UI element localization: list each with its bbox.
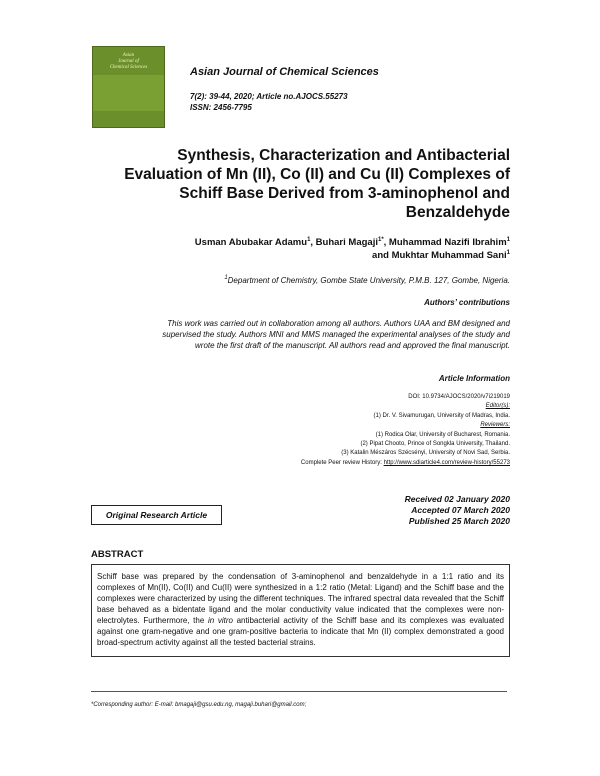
journal-volume: 7(2): 39-44, 2020; Article no.AJOCS.55273 <box>190 92 348 101</box>
author-name: Usman Abubakar Adamu <box>194 237 308 248</box>
cover-band <box>93 75 164 111</box>
article-info-heading: Article Information <box>438 374 510 383</box>
abstract-heading: ABSTRACT <box>91 549 144 560</box>
author-name: , Buhari Magaji <box>310 237 378 248</box>
review-history-link[interactable]: http://www.sdiarticle4.com/review-history/55273 <box>383 459 510 466</box>
article-title: Synthesis, Characterization and Antibacterial Evaluation of Mn (II), Co (II) and Cu (II) Complexes of Schiff Base Derived from 3-aminophenol and Benzaldehyde <box>124 147 510 221</box>
article-dates <box>405 494 510 527</box>
review-history: Complete Peer review History: http://www.sdiarticle4.com/review-history/55273 <box>300 459 510 466</box>
author-name: , Muhammad Nazifi Ibrahim <box>383 237 507 248</box>
footnote-divider <box>91 691 507 692</box>
author-name: and Mukhtar Muhammad Sani <box>372 250 507 261</box>
reviewers-label: Reviewers: <box>480 422 510 429</box>
author-list: Usman Abubakar Adamu$^1$, Buhari Magaji$^{1*}$, Muhammad Nazifi Ibrahim$^1$ and Mukhtar Muhammad Sani$^1$ <box>194 237 510 261</box>
corresponding-author: *Corresponding author: E-mail: bmagaji@gsu.edu.ng, magaji.buhari@gmail.com; <box>91 702 307 708</box>
doi: DOI: 10.9734/AJOCS/2020/v7i219019 <box>408 394 510 400</box>
received-date: Received 02 January 2020 <box>404 494 510 504</box>
contributions-heading: Authors’ contributions <box>424 298 510 307</box>
cover-title: Asian Journal of Chemical Sciences <box>109 53 148 70</box>
article-type-badge: Original Research Article <box>91 505 222 525</box>
accepted-date: Accepted 07 March 2020 <box>411 505 510 515</box>
reviewer: (2) Pipat Chooto, Prince of Songkla University, Thailand. <box>360 441 510 448</box>
reviewer: (3) Katalin Mészáros Szécsényi, University of Novi Sad, Serbia. <box>341 450 510 457</box>
journal-issn: ISSN: 2456-7795 <box>190 103 252 112</box>
contributions-text: This work was carried out in collaboration among all authors. Authors UAA and BM designed and supervised the study. Authors MNI and MMS managed the experimental analyses of the study and wrote the first draft of the manuscript. All authors read and approved the final manuscript. <box>162 319 510 350</box>
editor: (1) Dr. V. Sivamurugan, University of Madras, India. <box>373 412 510 419</box>
article-info <box>110 393 510 468</box>
affiliation: $^1$Department of Chemistry, Gombe State University, P.M.B. 127, Gombe, Nigeria. <box>224 275 510 285</box>
journal-name: Asian Journal of Chemical Sciences <box>190 66 379 78</box>
reviewer: (1) Rodica Olar, University of Bucharest, Romania. <box>375 431 510 438</box>
abstract-box: Schiff base was prepared by the condensation of 3-aminophenol and benzaldehyde in a 1:1 ratio and its complexes of Mn(II), Co(II) and Cu(II) were synthesized in a 1:2 ratio (Metal: Ligand) and the Schiff base and the complexes were characterized by using the different techniques. The infrared spectral data revealed that the Schiff base behaved as a bidentate ligand and the molar conductivity value indicated that the complexes were non-electrolytes. Furthermore, the in vitro antibacterial activity of the Schiff base and its complexes was evaluated against one gram-negative and one gram-positive bacteria to indicate that Mn (II) complex demonstrated a good broad-spectrum activity against all the tested bacterial strains. <box>91 564 510 657</box>
published-date: Published 25 March 2020 <box>408 516 510 526</box>
editor-label: Editor(s): <box>485 403 510 410</box>
journal-cover-thumbnail <box>92 46 165 128</box>
